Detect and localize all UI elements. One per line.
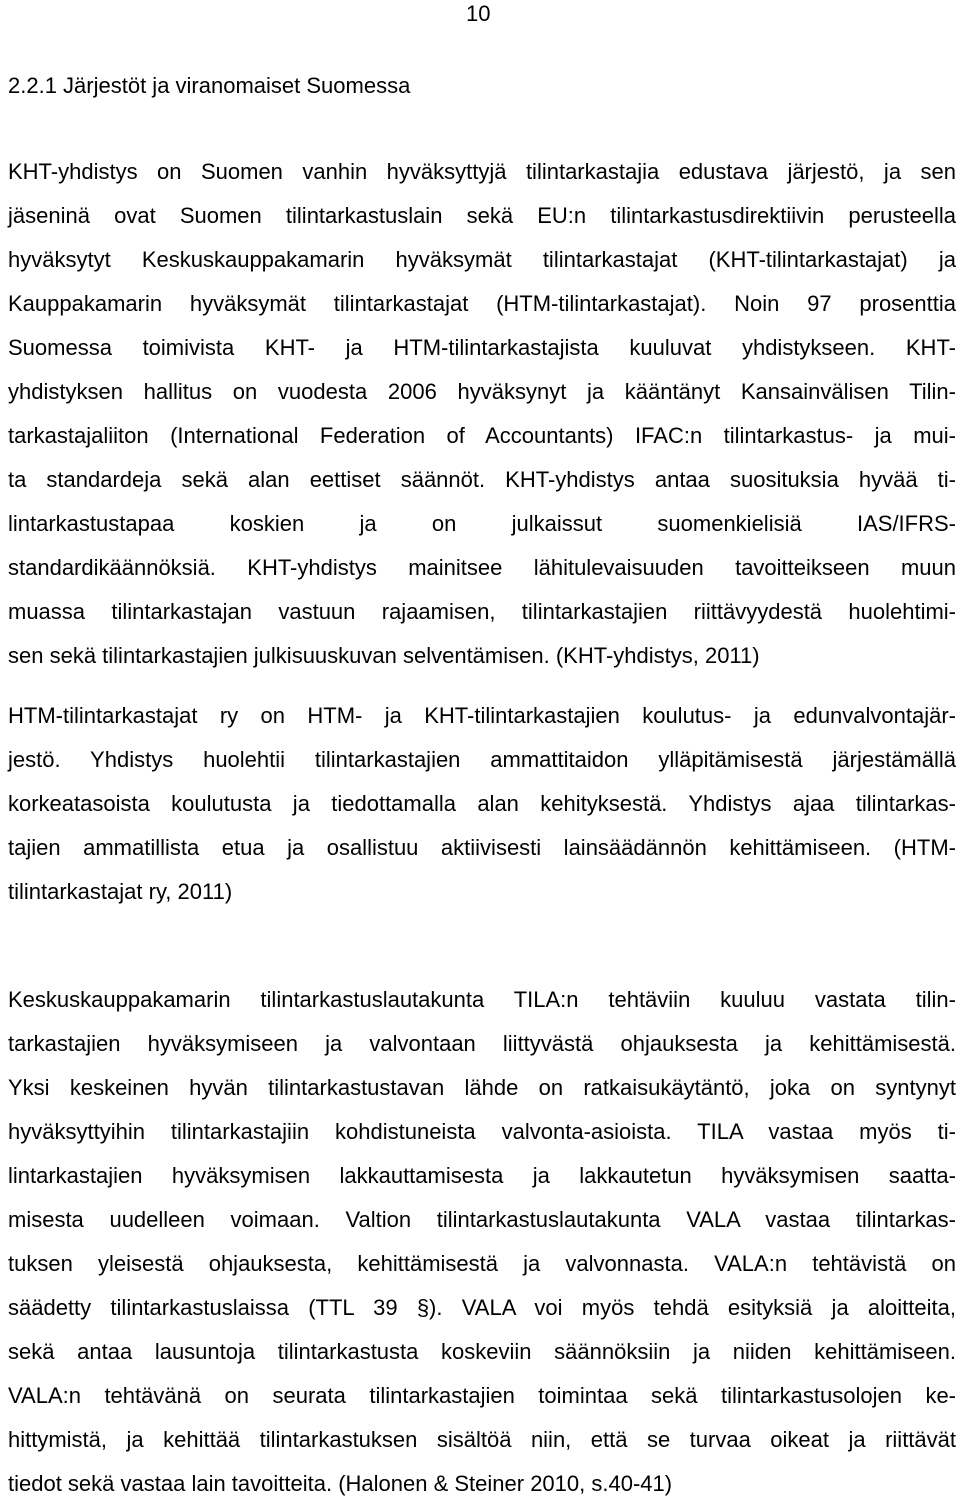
text-line: lintarkastustapaa koskien ja on julkaissut suomenkielisiä IAS/IFRS- xyxy=(8,511,956,536)
text-line: standardikäännöksiä. KHT-yhdistys mainitsee lähitulevaisuuden tavoitteikseen muun xyxy=(8,555,956,580)
text-line: sen sekä tilintarkastajien julkisuuskuvan selventämisen. (KHT-yhdistys, 2011) xyxy=(8,643,760,668)
text-line: jäseninä ovat Suomen tilintarkastuslain sekä EU:n tilintarkastusdirektiivin perusteella xyxy=(8,203,956,228)
text-line: KHT-yhdistys on Suomen vanhin hyväksyttyjä tilintarkastajia edustava järjestö, ja sen xyxy=(8,159,956,184)
text-line: korkeatasoista koulutusta ja tiedottamalla alan kehityksestä. Yhdistys ajaa tilintarkas- xyxy=(8,791,956,816)
text-line: VALA:n tehtävänä on seurata tilintarkastajien toimintaa sekä tilintarkastusolojen ke- xyxy=(8,1383,956,1408)
text-line: tarkastajaliiton (International Federation of Accountants) IFAC:n tilintarkastus- ja mui- xyxy=(8,423,956,448)
text-line: ta standardeja sekä alan eettiset säännöt. KHT-yhdistys antaa suosituksia hyvää ti- xyxy=(8,467,956,492)
page-number: 10 xyxy=(466,1,491,26)
text-line: tuksen yleisestä ohjauksesta, kehittämisestä ja valvonnasta. VALA:n tehtävistä on xyxy=(8,1251,956,1276)
text-line: yhdistyksen hallitus on vuodesta 2006 hyväksynyt ja kääntänyt Kansainvälisen Tilin- xyxy=(8,379,956,404)
section-heading: 2.2.1 Järjestöt ja viranomaiset Suomessa xyxy=(8,73,411,98)
text-line: tiedot sekä vastaa lain tavoitteita. (Halonen & Steiner 2010, s.40-41) xyxy=(8,1471,673,1496)
text-line: lintarkastajien hyväksymisen lakkauttamisesta ja lakkautetun hyväksymisen saatta- xyxy=(8,1163,956,1188)
text-line: hyväksytyt Keskuskauppakamarin hyväksymät tilintarkastajat (KHT-tilintarkastajat) ja xyxy=(8,247,956,272)
text-line: tajien ammatillista etua ja osallistuu aktiivisesti lainsäädännön kehittämiseen. (HTM- xyxy=(8,835,956,860)
paragraph-htm-tilintarkastajat xyxy=(8,694,956,914)
text-line: HTM-tilintarkastajat ry on HTM- ja KHT-tilintarkastajien koulutus- ja edunvalvontajär- xyxy=(8,703,956,728)
text-line: jestö. Yhdistys huolehtii tilintarkastajien ammattitaidon ylläpitämisestä järjestämällä xyxy=(8,747,956,772)
text-line: misesta uudelleen voimaan. Valtion tilintarkastuslautakunta VALA vastaa tilintarkas- xyxy=(8,1207,956,1232)
text-line: Kauppakamarin hyväksymät tilintarkastajat (HTM-tilintarkastajat). Noin 97 prosenttia xyxy=(8,291,956,316)
text-line: tilintarkastajat ry, 2011) xyxy=(8,879,233,904)
text-line: Suomessa toimivista KHT- ja HTM-tilintarkastajista kuuluvat yhdistykseen. KHT- xyxy=(8,335,956,360)
text-line: Yksi keskeinen hyvän tilintarkastustavan lähde on ratkaisukäytäntö, joka on syntynyt xyxy=(8,1075,956,1100)
text-line: sekä antaa lausuntoja tilintarkastusta koskeviin säännöksiin ja niiden kehittämiseen. xyxy=(8,1339,956,1364)
paragraph-kht-yhdistys xyxy=(8,150,956,678)
text-line: Keskuskauppakamarin tilintarkastuslautakunta TILA:n tehtäviin kuuluu vastata tilin- xyxy=(8,987,956,1012)
paragraph-tila-vala xyxy=(8,978,956,1506)
text-line: tarkastajien hyväksymiseen ja valvontaan liittyvästä ohjauksesta ja kehittämisestä. xyxy=(8,1031,956,1056)
text-line: säädetty tilintarkastuslaissa (TTL 39 §). VALA voi myös tehdä esityksiä ja aloitteita, xyxy=(8,1295,956,1320)
text-line: muassa tilintarkastajan vastuun rajaamisen, tilintarkastajien riittävyydestä huolehtimi- xyxy=(8,599,956,624)
text-line: hyväksyttyihin tilintarkastajiin kohdistuneista valvonta-asioista. TILA vastaa myös ti- xyxy=(8,1119,956,1144)
text-line: hittymistä, ja kehittää tilintarkastuksen sisältöä niin, että se turvaa oikeat ja riittävät xyxy=(8,1427,956,1452)
